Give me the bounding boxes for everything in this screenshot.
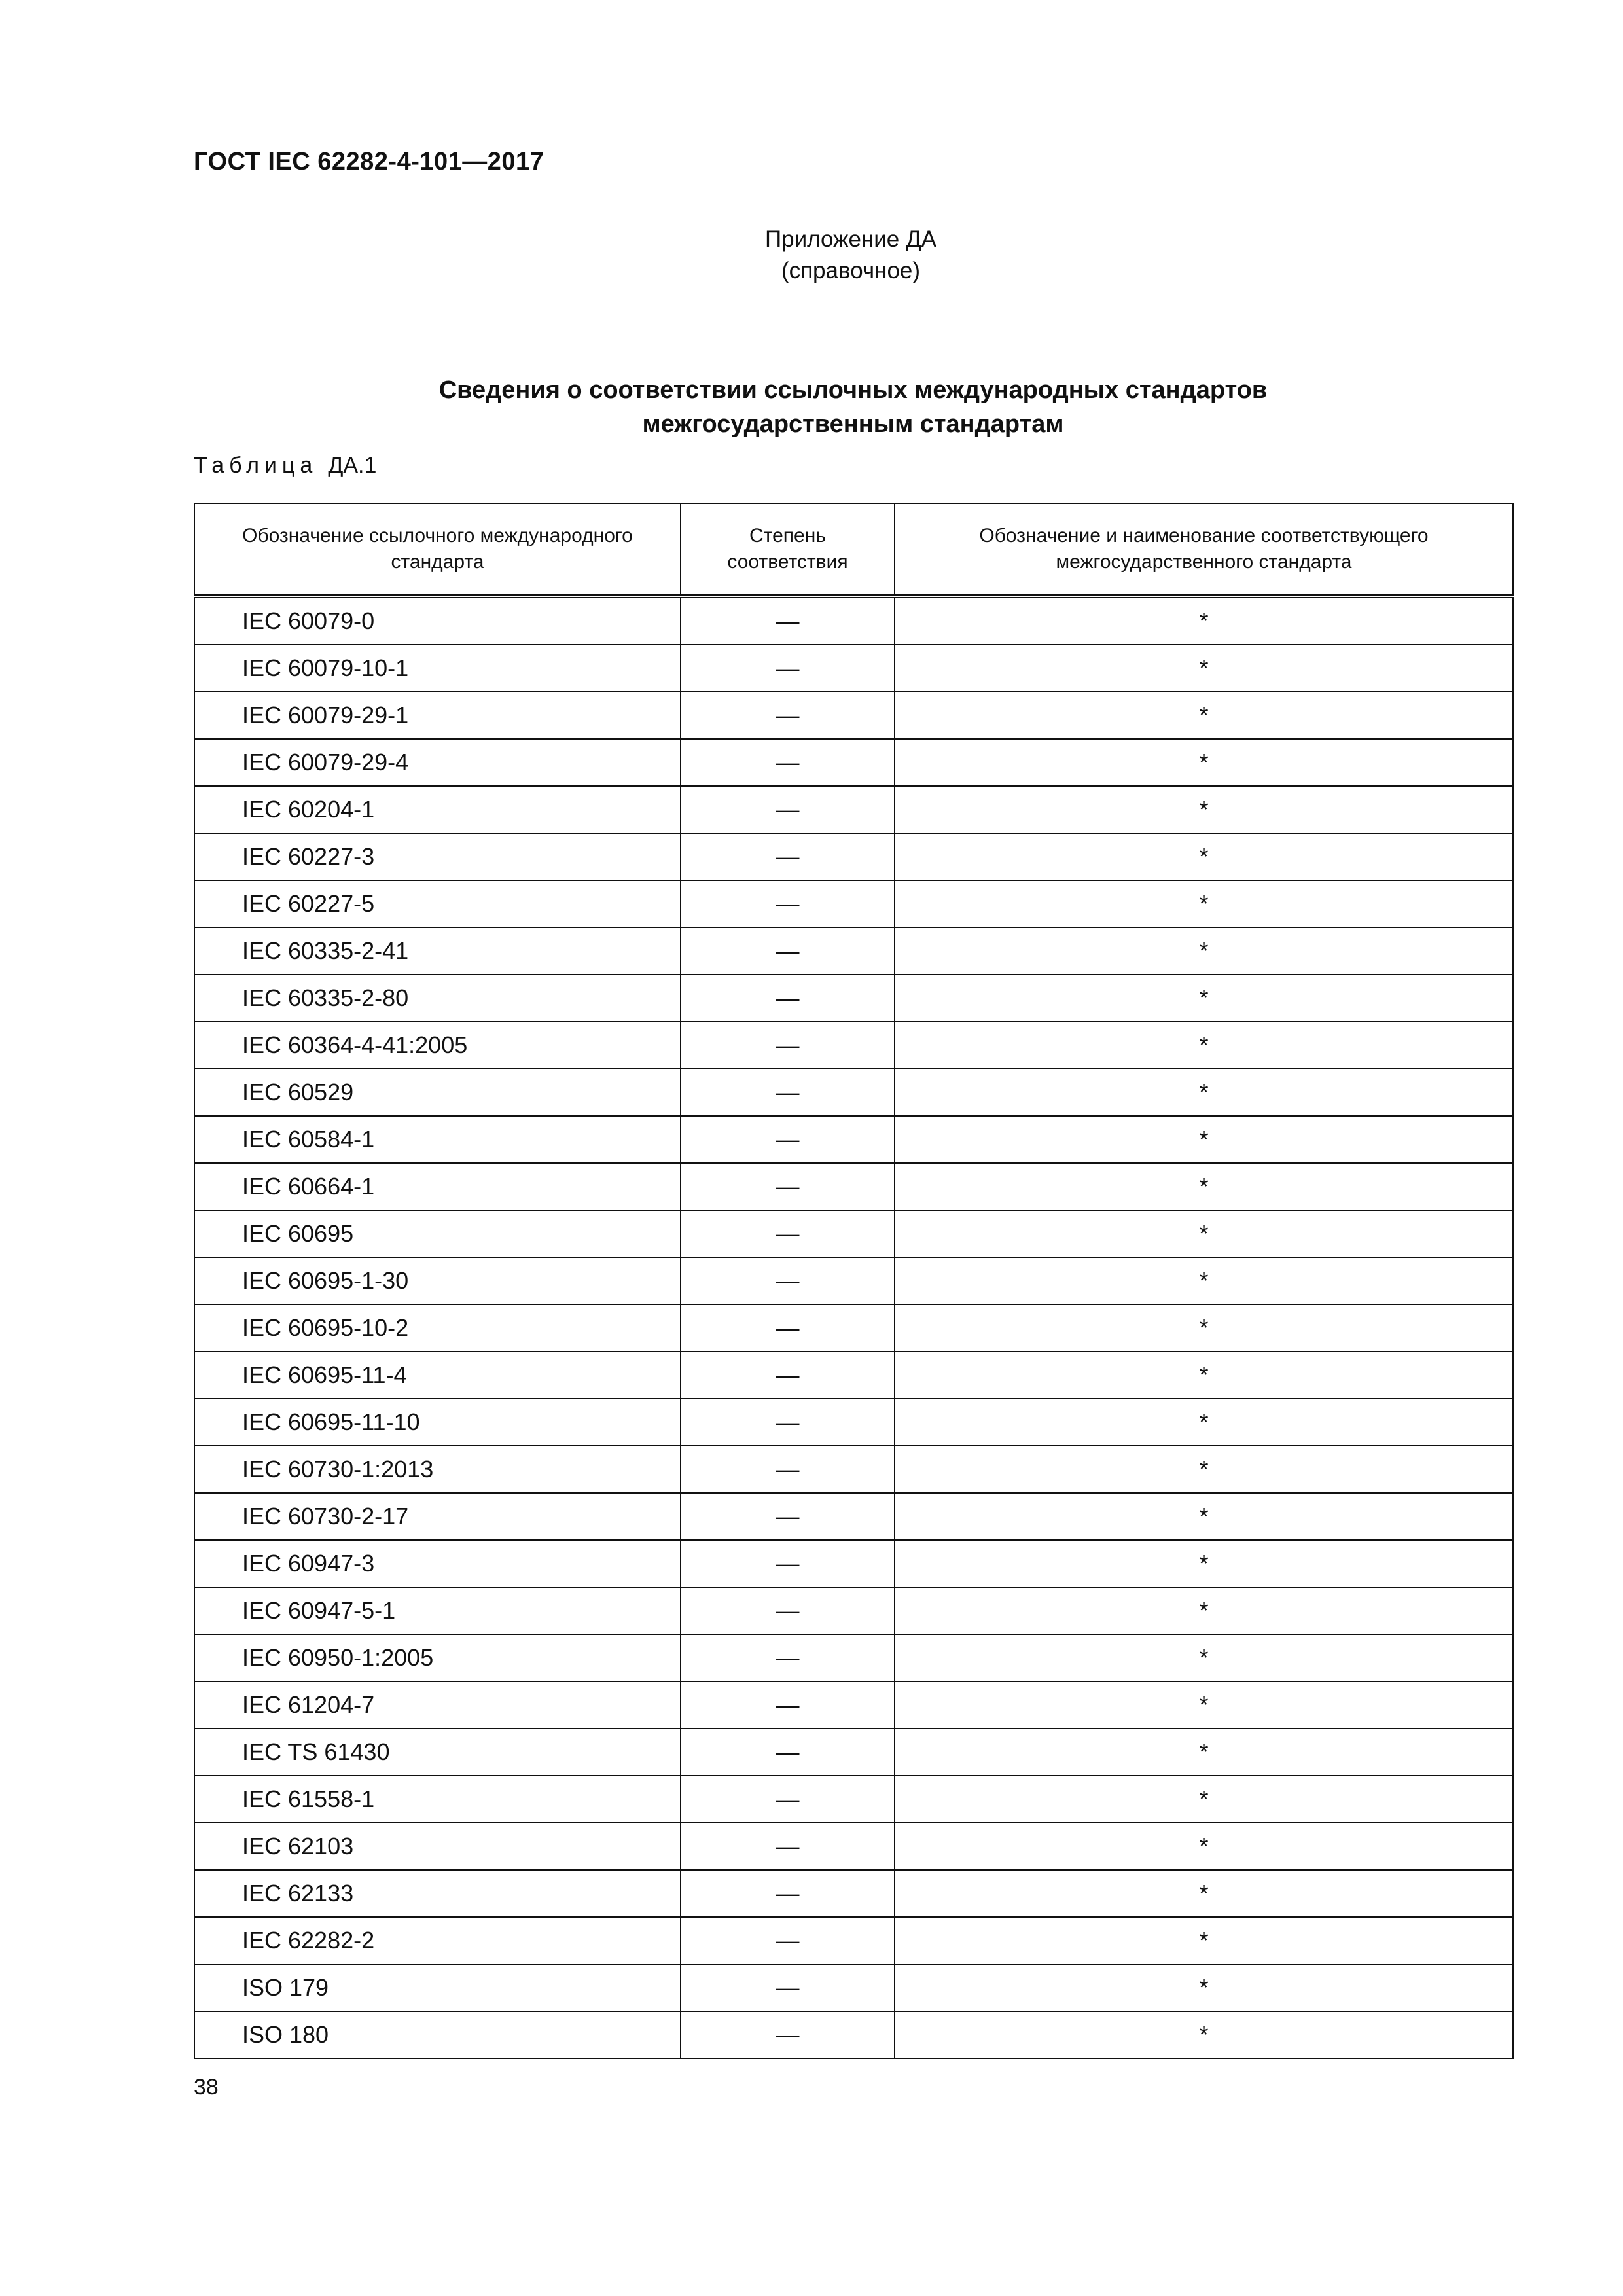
conformity-degree-cell: — [681,1399,895,1446]
interstate-standard-cell: * [895,1729,1513,1776]
interstate-standard-cell: * [895,2011,1513,2058]
table-row [194,786,1513,833]
interstate-standard-cell: * [895,1823,1513,1870]
interstate-standard-cell: * [895,1964,1513,2011]
table-row [194,1823,1513,1870]
interstate-standard-cell: * [895,975,1513,1022]
standard-designation-cell: IEC 60695-11-10 [194,1399,681,1446]
standard-designation-cell: IEC 60695-11-4 [194,1352,681,1399]
conformity-degree-cell: — [681,1870,895,1917]
conformity-degree-cell: — [681,1776,895,1823]
standard-designation-cell: IEC 60227-3 [194,833,681,880]
standard-designation-cell: ISO 179 [194,1964,681,2011]
conformity-degree-cell: — [681,596,895,645]
standard-designation-cell: IEC 60335-2-80 [194,975,681,1022]
table-row [194,739,1513,786]
interstate-standard-cell: * [895,1022,1513,1069]
conformity-degree-cell: — [681,1634,895,1681]
conformity-degree-cell: — [681,1587,895,1634]
table-row [194,1210,1513,1257]
standard-designation-cell: IEC 60335-2-41 [194,927,681,975]
column-header-interstate-standard: Обозначение и наименование соответствующего межгосударственного стандарта [895,503,1513,596]
interstate-standard-cell: * [895,1917,1513,1964]
standard-designation-cell: IEC 61558-1 [194,1776,681,1823]
document-header: ГОСТ IEC 62282-4-101—2017 [194,148,544,175]
table-row [194,1870,1513,1917]
conformity-degree-cell: — [681,1540,895,1587]
standard-designation-cell: ISO 180 [194,2011,681,2058]
standard-designation-cell: IEC 60079-29-4 [194,739,681,786]
table-row [194,1540,1513,1587]
standard-designation-cell: IEC 60950-1:2005 [194,1634,681,1681]
standard-designation-cell: IEC 60364-4-41:2005 [194,1022,681,1069]
table-row [194,927,1513,975]
standard-designation-cell: IEC 62103 [194,1823,681,1870]
column-header-international-standard: Обозначение ссылочного международного стандарта [194,503,681,596]
table-row [194,1163,1513,1210]
table-row [194,1681,1513,1729]
conformity-degree-cell: — [681,692,895,739]
standard-designation-cell: IEC 60664-1 [194,1163,681,1210]
interstate-standard-cell: * [895,1446,1513,1493]
section-title-line-1: Сведения о соответствии ссылочных международных стандартов [438,376,1268,404]
table-row [194,1022,1513,1069]
interstate-standard-cell: * [895,739,1513,786]
interstate-standard-cell: * [895,1304,1513,1352]
interstate-standard-cell: * [895,645,1513,692]
table-row [194,645,1513,692]
table-header-row [194,503,1513,596]
conformity-degree-cell: — [681,927,895,975]
conformity-degree-cell: — [681,1681,895,1729]
table-row [194,1493,1513,1540]
conformity-degree-cell: — [681,1210,895,1257]
interstate-standard-cell: * [895,1540,1513,1587]
reference-standards-table [194,503,1514,2059]
interstate-standard-cell: * [895,1776,1513,1823]
interstate-standard-cell: * [895,833,1513,880]
interstate-standard-cell: * [895,1587,1513,1634]
annex-heading [654,224,1047,287]
standard-designation-cell: IEC 60730-2-17 [194,1493,681,1540]
table-row [194,1729,1513,1776]
table-row [194,1446,1513,1493]
table-row [194,880,1513,927]
conformity-degree-cell: — [681,1257,895,1304]
interstate-standard-cell: * [895,786,1513,833]
conformity-degree-cell: — [681,1964,895,2011]
standard-designation-cell: IEC 62282-2 [194,1917,681,1964]
table-row [194,1964,1513,2011]
conformity-degree-cell: — [681,1917,895,1964]
interstate-standard-cell: * [895,927,1513,975]
table-caption-label: Таблица [194,453,318,478]
standard-designation-cell: IEC 60947-3 [194,1540,681,1587]
interstate-standard-cell: * [895,1116,1513,1163]
interstate-standard-cell: * [895,1870,1513,1917]
annex-title: Приложение ДА [764,226,937,252]
conformity-degree-cell: — [681,2011,895,2058]
column-header-degree-of-conformity: Степень соответствия [681,503,895,596]
standard-designation-cell: IEC 60695-10-2 [194,1304,681,1352]
standard-designation-cell: IEC 61204-7 [194,1681,681,1729]
interstate-standard-cell: * [895,1210,1513,1257]
conformity-degree-cell: — [681,1069,895,1116]
standard-designation-cell: IEC 60204-1 [194,786,681,833]
interstate-standard-cell: * [895,1681,1513,1729]
standard-designation-cell: IEC 60227-5 [194,880,681,927]
table-row [194,1069,1513,1116]
table-row [194,1304,1513,1352]
standard-designation-cell: IEC 60079-0 [194,596,681,645]
interstate-standard-cell: * [895,1493,1513,1540]
conformity-degree-cell: — [681,1493,895,1540]
conformity-degree-cell: — [681,1352,895,1399]
conformity-degree-cell: — [681,739,895,786]
interstate-standard-cell: * [895,1163,1513,1210]
conformity-degree-cell: — [681,1116,895,1163]
standard-designation-cell: IEC 60947-5-1 [194,1587,681,1634]
annex-type: (справочное) [781,258,921,283]
conformity-degree-cell: — [681,1446,895,1493]
table-caption-number: ДА.1 [328,453,377,478]
conformity-degree-cell: — [681,1304,895,1352]
table-row [194,1257,1513,1304]
table-body [194,596,1513,2058]
interstate-standard-cell: * [895,1399,1513,1446]
table-row [194,2011,1513,2058]
table-row [194,1917,1513,1964]
conformity-degree-cell: — [681,1163,895,1210]
conformity-degree-cell: — [681,1729,895,1776]
table-row [194,1116,1513,1163]
table-row [194,833,1513,880]
table-row [194,1352,1513,1399]
table-row [194,1634,1513,1681]
table-row [194,1776,1513,1823]
standard-designation-cell: IEC 60529 [194,1069,681,1116]
table-row [194,1587,1513,1634]
interstate-standard-cell: * [895,692,1513,739]
section-title-line-2: межгосударственным стандартам [642,410,1064,438]
conformity-degree-cell: — [681,1022,895,1069]
standard-designation-cell: IEC 60079-29-1 [194,692,681,739]
conformity-degree-cell: — [681,833,895,880]
interstate-standard-cell: * [895,1352,1513,1399]
standard-designation-cell: IEC 62133 [194,1870,681,1917]
conformity-degree-cell: — [681,880,895,927]
conformity-degree-cell: — [681,975,895,1022]
table-caption [194,453,376,478]
table-row [194,975,1513,1022]
conformity-degree-cell: — [681,786,895,833]
table-row [194,1399,1513,1446]
standard-designation-cell: IEC TS 61430 [194,1729,681,1776]
standard-designation-cell: IEC 60695 [194,1210,681,1257]
standard-designation-cell: IEC 60584-1 [194,1116,681,1163]
standard-designation-cell: IEC 60695-1-30 [194,1257,681,1304]
interstate-standard-cell: * [895,596,1513,645]
interstate-standard-cell: * [895,1257,1513,1304]
conformity-degree-cell: — [681,1823,895,1870]
section-title [194,373,1512,441]
standard-designation-cell: IEC 60730-1:2013 [194,1446,681,1493]
table-row [194,596,1513,645]
conformity-degree-cell: — [681,645,895,692]
interstate-standard-cell: * [895,1634,1513,1681]
interstate-standard-cell: * [895,1069,1513,1116]
table-row [194,692,1513,739]
page-number: 38 [194,2075,219,2100]
interstate-standard-cell: * [895,880,1513,927]
standard-designation-cell: IEC 60079-10-1 [194,645,681,692]
